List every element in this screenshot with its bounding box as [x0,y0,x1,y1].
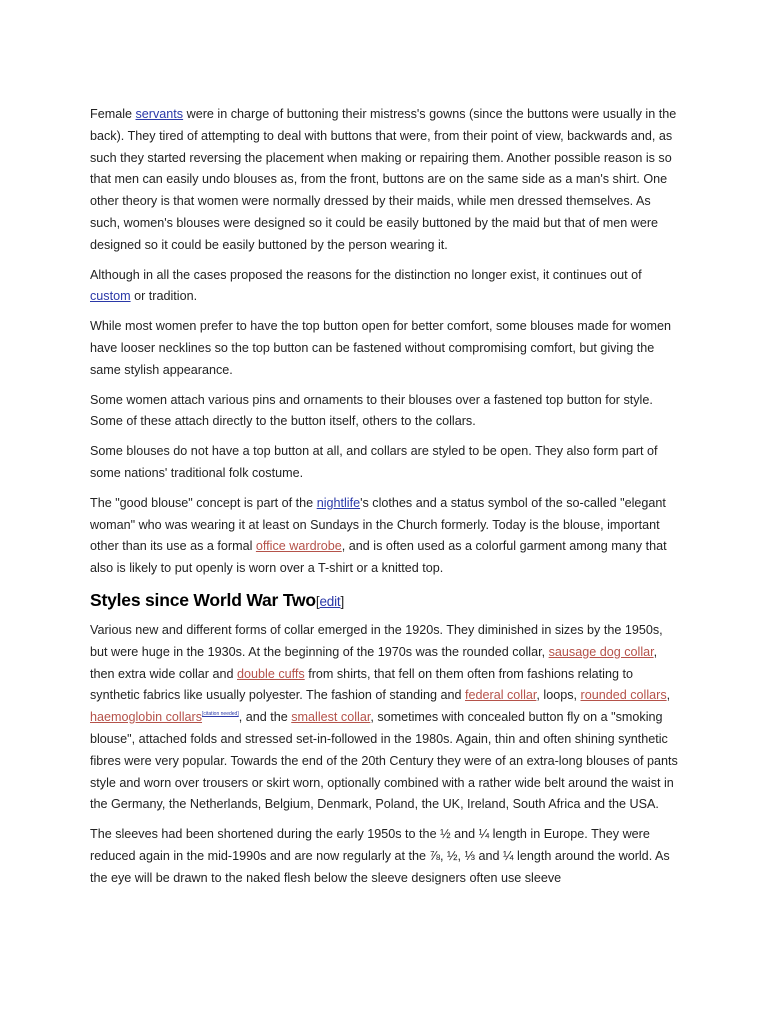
double-cuffs-link[interactable]: double cuffs [237,666,305,681]
sausage-dog-collar-link[interactable]: sausage dog collar [548,644,654,659]
section-heading [90,588,682,614]
paragraph-good-blouse: The "good blouse" concept is part of the nightlife's clothes and a status symbol of the so-called "elegant woman" who was wearing it at least on Sundays in the Church formerly. Today is the blouse, important other than its use as a formal office wardrobe, and is often used as a colorful garment among many that also is likely to put openly is worn over a T-shirt or a knitted top. [90,495,667,576]
servants-link[interactable]: servants [135,107,184,121]
nightlife-link[interactable]: nightlife [316,495,361,510]
paragraph-open-collars: Some blouses do not have a top button at all, and collars are styled to be open. They also form part of some nations' traditional folk costume. [90,444,658,480]
paragraph-top-button: While most women prefer to have the top button open for better comfort, some blouses made for women have looser necklines so the top button can be fastened without compromising comfort, but giving the same stylish appearance. [90,319,672,377]
article-body [90,104,682,898]
paragraph-collars: Various new and different forms of collar emerged in the 1920s. They diminished in sizes by the 1950s, but were huge in the 1930s. At the beginning of the 1970s was the rounded collar, sausage dog collar, then extra wide collar and double cuffs from shirts, that fell on them often from fashions relating to synthetic fabrics like usually polyester. The fashion of standing and federal collar, loops, rounded collars, haemoglobin collars[citation needed], and the smallest collar, sometimes with concealed button fly on a "smoking blouse", attached folds and stressed set-in-followed in the 1980s. Again, thin and often shining synthetic fibres were very popular. Towards the end of the 20th Century they were of an extra-long blouses of pants style and worn over trousers or skirt worn, optionally combined with a rather wide belt around the waist in the Germany, the Netherlands, Belgium, Denmark, Poland, the UK, Ireland, South Africa and the USA. [90,622,678,812]
paragraph-servants: Female servants were in charge of buttoning their mistress's gowns (since the buttons were usually in the back). They tired of attempting to deal with buttons that were, from their point of view, backwards and, as such they started reversing the placement when making or repairing them. Another possible reason is so that men can easily undo blouses as, from the front, buttons are on the same side as a man's shirt. One other theory is that women were normally dressed by their maids, while men dressed themselves. As such, women's blouses were designed so it could be easily buttoned by the maid but that of men were designed so it could be easily buttoned by the person wearing it. [90,107,677,252]
federal-collar-link[interactable]: federal collar [465,688,537,703]
section-title: Styles since World War Two [90,589,316,610]
paragraph-custom: Although in all the cases proposed the reasons for the distinction no longer exist, it continues out of custom or tradition. [90,267,642,304]
edit-link[interactable]: edit [319,593,341,609]
haemoglobin-collars-link[interactable]: haemoglobin collars [90,710,203,725]
rounded-collars-link[interactable]: rounded collars [580,688,667,703]
custom-link[interactable]: custom [90,289,131,304]
edit-bracket: [edit] [315,593,345,609]
office-wardrobe-link[interactable]: office wardrobe [255,539,342,554]
citation-needed [202,711,239,717]
paragraph-pins: Some women attach various pins and ornaments to their blouses over a fastened top button for style. Some of these attach directly to the button itself, others to the collars. [90,392,653,429]
citation-needed-link[interactable]: [citation needed] [202,711,239,718]
paragraph-sleeves: The sleeves had been shortened during the early 1950s to the ½ and ¼ length in Europe. They were reduced again in the mid-1990s and are now regularly at the ⅞, ½, ⅓ and ¼ length around the world. As the eye will be drawn to the naked flesh below the sleeve designers often use sleeve [90,827,670,885]
smallest-collar-link[interactable]: smallest collar [291,710,371,725]
